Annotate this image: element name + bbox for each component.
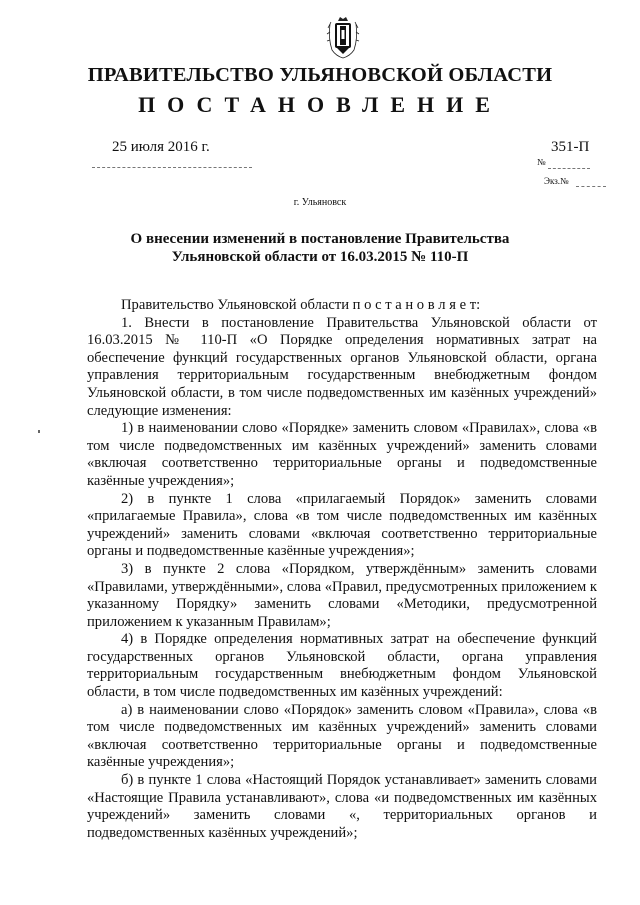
paragraph-subitem-2: 2) в пункте 1 слова «прилагаемый Порядок» заменить словами «прилагаемые Правила», слова «в том числе подведомственных им казённых учреждений» заменить словами «включая соответственно территориальные органы и подведомственные казённые учреждения»; bbox=[87, 490, 597, 560]
paragraph-preamble: Правительство Ульяновской области п о с т а н о в л я е т: bbox=[121, 297, 481, 313]
paragraph-item-1: 1. Внести в постановление Правительства Ульяновской области от 16.03.2015 № 110-П «О Порядке определения нормативных затрат на обеспечение функций государственных органов Ульяновской области, органа управления территориальным государственным внебюджетным фондом Ульяновской области, в том числе подведомственных им казённых учреждений» следующие изменения: bbox=[87, 314, 597, 419]
document-body bbox=[87, 297, 597, 842]
coat-of-arms-icon bbox=[326, 14, 360, 60]
title-line-2: Ульяновской области от 16.03.2015 № 110-П bbox=[171, 249, 469, 265]
document-type: ПОСТАНОВЛЕНИЕ bbox=[138, 92, 502, 117]
organization-name: ПРАВИТЕЛЬСТВО УЛЬЯНОВСКОЙ ОБЛАСТИ bbox=[87, 64, 553, 86]
copy-number-label: Экз.№ bbox=[544, 176, 569, 186]
paragraph-subitem-3: 3) в пункте 2 слова «Порядком, утверждённым» заменить словами «Правилами, утверждёнными», слова «Правил, предусмотренных приложением к указанному Порядку» заменить словами «Методики, предусмотренной приложением к указанным Правилам»; bbox=[87, 560, 597, 630]
number-underline bbox=[548, 168, 590, 169]
paragraph-subitem-a: а) в наименовании слово «Порядок» заменить словом «Правила», слова «в том числе подведомственных им казённых учреждений» заменить словами «включая соответственно территориальные органы и подведомственные казённые учреждения»; bbox=[87, 701, 597, 771]
document-date: 25 июля 2016 г. bbox=[112, 139, 210, 155]
date-underline bbox=[92, 167, 252, 168]
document-number: 351-П bbox=[551, 139, 590, 155]
scan-mark bbox=[38, 430, 40, 433]
copy-number-underline bbox=[576, 186, 606, 187]
document-title bbox=[60, 230, 580, 266]
paragraph-subitem-b: б) в пункте 1 слова «Настоящий Порядок устанавливает» заменить словами «Настоящие Правила устанавливают», слова «и подведомственных им казённых учреждений» заменить словами «, территориальных органов и подведомственных казённых учреждений»; bbox=[87, 772, 597, 841]
title-line-1: О внесении изменений в постановление Правительства bbox=[130, 231, 510, 247]
city-label: г. Ульяновск bbox=[293, 197, 347, 208]
number-label: № bbox=[537, 157, 546, 167]
paragraph-subitem-4: 4) в Порядке определения нормативных затрат на обеспечение функций государственных органов Ульяновской области, органа управления территориальным государственным внебюджетным фондом Ульяновской области, в том числе подведомственных им казённых учреждений: bbox=[87, 631, 597, 701]
paragraph-subitem-1: 1) в наименовании слово «Порядке» заменить словом «Правилах», слова «в том числе подведомственных им казённых учреждений» заменить словами «включая соответственно территориальные органы и подведомственные казённые учреждения»; bbox=[87, 420, 597, 489]
